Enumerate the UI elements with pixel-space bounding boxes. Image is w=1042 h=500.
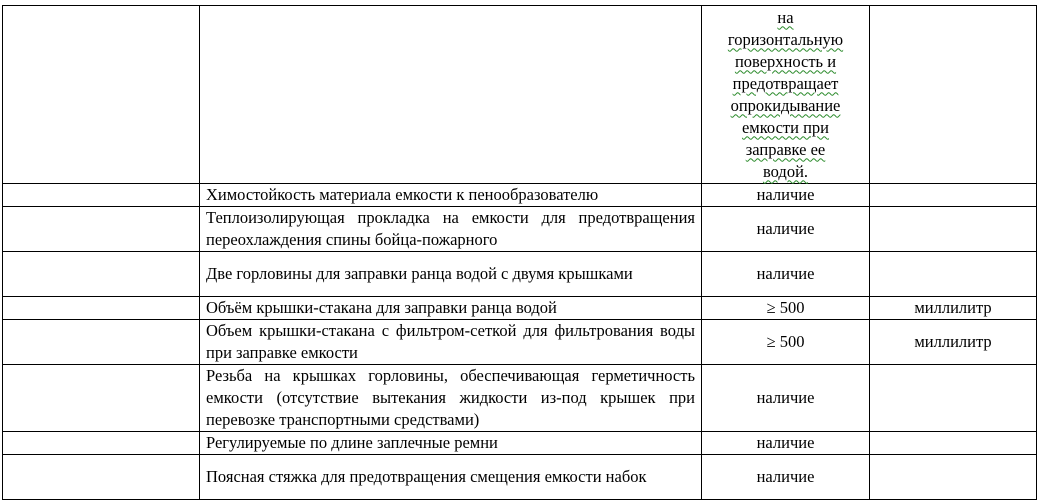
parameter-name: Объём крышки-стакана для заправки ранца водой — [200, 297, 702, 320]
parameter-value: наличие — [702, 432, 870, 455]
parameter-unit — [870, 432, 1037, 455]
note-line: горизонтальную — [727, 29, 844, 49]
table-cell-empty — [3, 455, 200, 500]
parameter-unit: миллилитр — [870, 320, 1037, 365]
table-cell-empty — [3, 297, 200, 320]
parameter-value: ≥ 500 — [702, 320, 870, 365]
parameter-value: наличие — [702, 365, 870, 432]
parameter-name: Химостойкость материала емкости к пенообразователю — [200, 184, 702, 207]
note-line: предотвращает — [732, 73, 839, 93]
table-row-continuation — [3, 6, 1037, 184]
table-row — [3, 207, 1037, 252]
parameter-unit — [870, 207, 1037, 252]
table-cell-empty — [3, 432, 200, 455]
table-row — [3, 320, 1037, 365]
table-cell-empty — [3, 184, 200, 207]
table-row — [3, 455, 1037, 500]
parameter-unit: миллилитр — [870, 297, 1037, 320]
note-line: заправке ее — [745, 139, 826, 159]
table-cell-empty — [3, 320, 200, 365]
table-row — [3, 252, 1037, 297]
table-row — [3, 297, 1037, 320]
table-cell-empty — [3, 207, 200, 252]
parameter-value: ≥ 500 — [702, 297, 870, 320]
parameter-value: наличие — [702, 184, 870, 207]
note-line: опрокидывание — [730, 95, 841, 115]
parameter-name: Регулируемые по длине заплечные ремни — [200, 432, 702, 455]
note-line: емкости при — [741, 117, 829, 137]
table-row — [3, 184, 1037, 207]
parameter-unit — [870, 365, 1037, 432]
parameter-value: наличие — [702, 207, 870, 252]
parameter-unit — [870, 252, 1037, 297]
parameter-name: Резьба на крышках горловины, обеспечивающая герметичность емкости (отсутствие вытекания жидкости из-под крышек при перевозке транспортными средствами) — [200, 365, 702, 432]
note-line: поверхность и — [734, 51, 837, 71]
table-row — [3, 365, 1037, 432]
table-cell-empty — [200, 6, 702, 184]
parameter-name: Объем крышки-стакана с фильтром-сеткой для фильтрования воды при заправке емкости — [200, 320, 702, 365]
note-line: на — [777, 7, 794, 27]
table-cell-empty — [870, 6, 1037, 184]
parameter-name: Поясная стяжка для предотвращения смещения емкости набок — [200, 455, 702, 500]
parameter-value: наличие — [702, 455, 870, 500]
parameter-value: наличие — [702, 252, 870, 297]
specification-table — [2, 5, 1037, 500]
table-row — [3, 432, 1037, 455]
continuation-note-cell — [702, 6, 870, 184]
table-cell-empty — [3, 6, 200, 184]
parameter-name: Теплоизолирующая прокладка на емкости для предотвращения переохлаждения спины бойца-пожарного — [200, 207, 702, 252]
parameter-unit — [870, 455, 1037, 500]
parameter-name: Две горловины для заправки ранца водой с двумя крышками — [200, 252, 702, 297]
note-line: водой. — [762, 161, 809, 181]
parameter-unit — [870, 184, 1037, 207]
table-cell-empty — [3, 252, 200, 297]
table-cell-empty — [3, 365, 200, 432]
